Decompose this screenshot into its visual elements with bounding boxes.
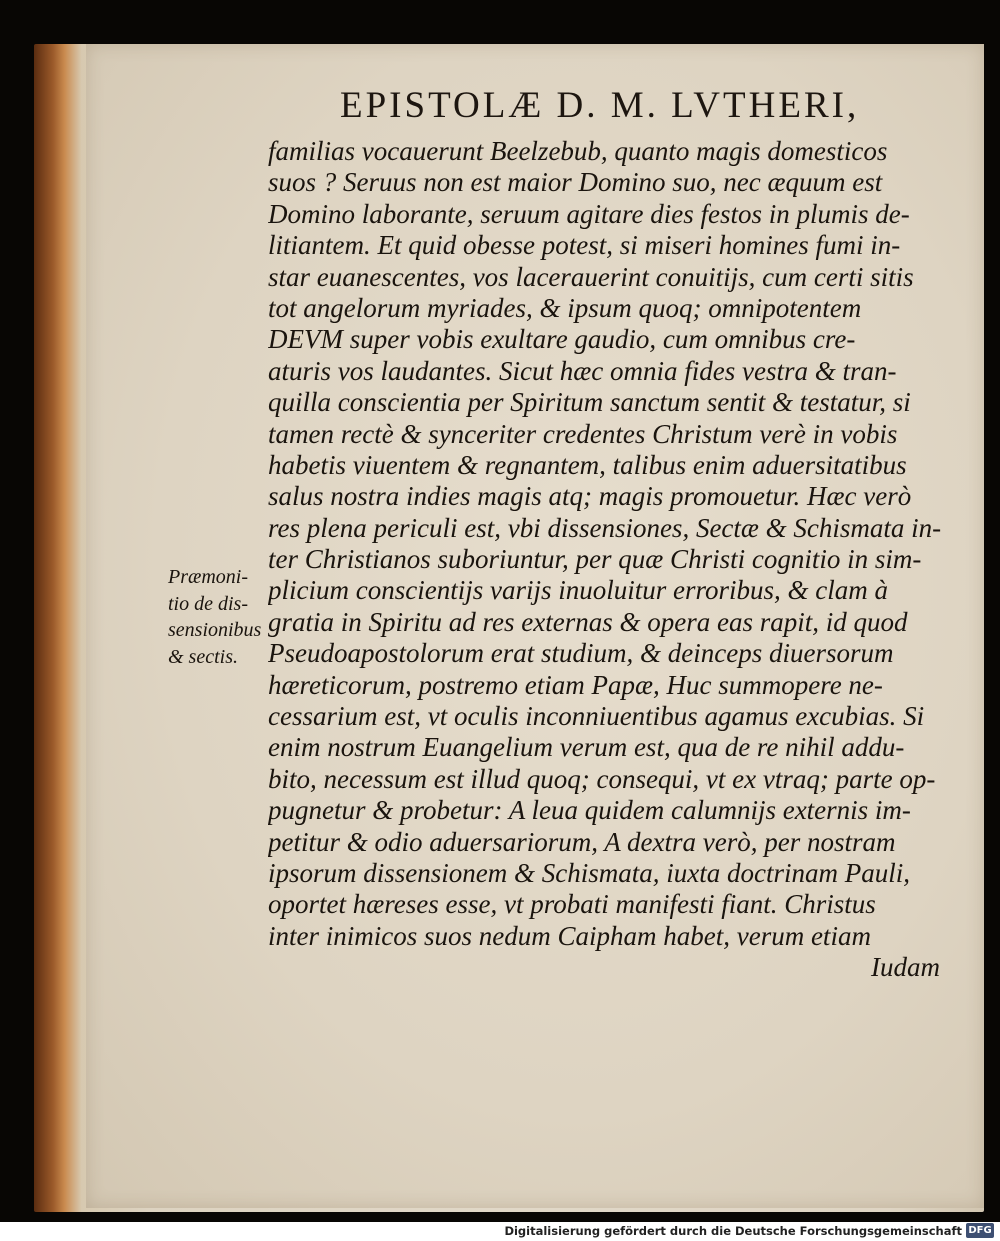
funding-credit: Digitalisierung gefördert durch die Deutsche Forschungsgemeinschaft: [504, 1224, 962, 1238]
text-line: petitur & odio aduersariorum, A dextra verò, per nostram: [268, 826, 896, 857]
marginal-note: [168, 564, 280, 670]
text-line: aturis vos laudantes. Sicut hæc omnia fides vestra & tran-: [268, 355, 897, 386]
text-line: plicium conscientijs varijs inuoluitur erroribus, & clam à: [268, 575, 888, 606]
text-line: enim nostrum Euangelium verum est, qua de re nihil addu-: [268, 732, 905, 763]
text-line: ter Christianos suboriuntur, per quæ Christi cognitio in sim-: [268, 544, 922, 575]
text-line: gratia in Spiritu ad res externas & opera eas rapit, id quod: [268, 606, 908, 637]
text-line: Pseudoapostolorum erat studium, & deinceps diuersorum: [268, 638, 894, 669]
body-text: [268, 136, 958, 984]
marginal-note-line: & sectis.: [168, 645, 238, 668]
text-line: litiantem. Et quid obesse potest, si miseri homines fumi in-: [268, 230, 901, 261]
text-line: bito, necessum est illud quoq; consequi, vt ex vtraq; parte op-: [268, 763, 936, 794]
text-line: hæreticorum, postremo etiam Papæ, Huc summopere ne-: [268, 669, 883, 700]
text-line: quilla conscientia per Spiritum sanctum sentit & testatur, si: [268, 387, 911, 418]
text-line: star euanescentes, vos lacerauerint conuitijs, cum certi sitis: [268, 261, 914, 292]
running-head: EPISTOLÆ D. M. LVTHERI,: [340, 85, 860, 126]
catchword: Iudam: [871, 952, 940, 983]
text-line: cessarium est, vt oculis inconniuentibus agamus excubias. Si: [268, 701, 925, 732]
marginal-note-line: tio de dis-: [168, 592, 248, 615]
text-line: Domino laborante, seruum agitare dies festos in plumis de-: [268, 198, 910, 229]
marginal-note-line: Præmoni-: [168, 566, 248, 588]
text-line: tamen rectè & synceriter credentes Christum verè in vobis: [268, 418, 898, 449]
text-line: familias vocauerunt Beelzebub, quanto magis domesticos: [268, 136, 888, 166]
text-line: DEVM super vobis exultare gaudio, cum omnibus cre-: [268, 324, 856, 355]
text-line: tot angelorum myriades, & ipsum quoq; omnipotentem: [268, 292, 862, 323]
text-line: pugnetur & probetur: A leua quidem calumnijs externis im-: [268, 795, 911, 826]
text-line: suos ? Seruus non est maior Domino suo, nec æquum est: [268, 167, 883, 198]
text-line: ipsorum dissensionem & Schismata, iuxta doctrinam Pauli,: [268, 857, 910, 888]
text-line: salus nostra indies magis atq; magis promouetur. Hæc verò: [268, 481, 912, 512]
text-line: oportet hæreses esse, vt probati manifesti fiant. Christus: [268, 889, 876, 920]
marginal-note-line: sensionibus: [168, 619, 262, 641]
text-line: inter inimicos suos nedum Caipham habet, verum etiam: [268, 920, 871, 951]
text-line: res plena periculi est, vbi dissensiones, Sectæ & Schismata in-: [268, 512, 942, 543]
dfg-logo: DFG: [966, 1223, 994, 1238]
text-line: habetis viuentem & regnantem, talibus enim aduersitatibus: [268, 449, 907, 480]
